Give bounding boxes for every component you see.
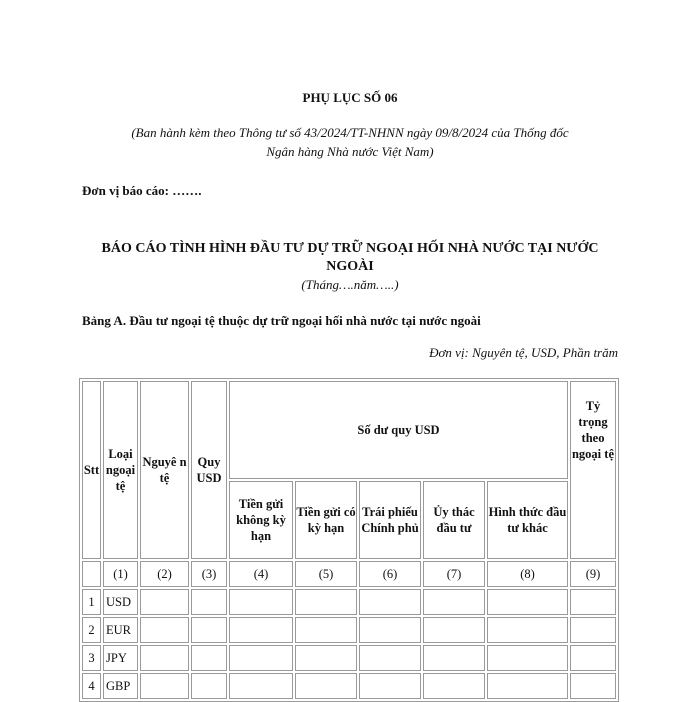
table-cell	[570, 617, 616, 643]
report-period: (Tháng….năm…..)	[301, 277, 399, 292]
table-cell	[229, 645, 293, 671]
row-stt: 3	[82, 645, 101, 671]
table-row	[82, 673, 616, 699]
table-row	[82, 617, 616, 643]
table-cell	[359, 589, 421, 615]
header-share	[570, 381, 616, 559]
table-unit: Đơn vị: Nguyên tệ, USD, Phần trăm	[429, 345, 618, 360]
row-stt: 1	[82, 589, 101, 615]
table-cell	[487, 673, 568, 699]
table-cell	[191, 645, 227, 671]
column-number: (3)	[191, 561, 227, 587]
reporting-unit	[82, 183, 202, 199]
table-cell	[570, 645, 616, 671]
row-currency: JPY	[103, 645, 138, 671]
header-original-currency: Nguyê n tệ	[140, 381, 189, 559]
issuance-note	[80, 123, 620, 161]
table-cell	[359, 617, 421, 643]
table-cell	[229, 617, 293, 643]
table-cell	[487, 645, 568, 671]
table-cell	[487, 589, 568, 615]
row-currency: USD	[103, 589, 138, 615]
report-title	[80, 240, 620, 276]
table-cell	[140, 645, 189, 671]
column-number: (9)	[570, 561, 616, 587]
column-number: (8)	[487, 561, 568, 587]
column-number-blank	[82, 561, 101, 587]
table-cell	[570, 673, 616, 699]
row-stt: 4	[82, 673, 101, 699]
report-title-line-2: NGOÀI	[326, 259, 374, 274]
header-gov-bonds: Trái phiếu Chính phủ	[359, 481, 421, 559]
header-usd-balance: Số dư quy USD	[229, 381, 568, 479]
table-cell	[359, 673, 421, 699]
reporting-unit-label: Đơn vị báo cáo:	[82, 183, 170, 198]
table-caption: Bảng A. Đầu tư ngoại tệ thuộc dự trữ ngoại hối nhà nước tại nước ngoài	[82, 313, 481, 328]
table-cell	[423, 645, 485, 671]
investment-table	[79, 378, 619, 702]
table-cell	[229, 673, 293, 699]
header-currency-type: Loại ngoại tệ	[103, 381, 138, 559]
table-cell	[423, 673, 485, 699]
header-demand-deposit: Tiền gửi không kỳ hạn	[229, 481, 293, 559]
header-share-text: Tỷ trọng theo ngoại tệ	[571, 399, 614, 461]
table-cell	[191, 673, 227, 699]
row-stt: 2	[82, 617, 101, 643]
table-cell	[191, 617, 227, 643]
table-row	[82, 645, 616, 671]
column-number: (1)	[103, 561, 138, 587]
table-cell	[423, 589, 485, 615]
table-cell	[423, 617, 485, 643]
row-currency: GBP	[103, 673, 138, 699]
table-cell	[295, 617, 357, 643]
issuance-note-line-2: Ngân hàng Nhà nước Việt Nam)	[266, 144, 434, 159]
report-title-line-1: BÁO CÁO TÌNH HÌNH ĐẦU TƯ DỰ TRỮ NGOẠI HỐI NHÀ NƯỚC TẠI NƯỚC	[101, 241, 599, 256]
appendix-title: PHỤ LỤC SỐ 06	[302, 90, 398, 105]
table-cell	[140, 589, 189, 615]
header-term-deposit: Tiền gửi có kỳ hạn	[295, 481, 357, 559]
column-number: (4)	[229, 561, 293, 587]
table-cell	[570, 589, 616, 615]
table-cell	[487, 617, 568, 643]
table-cell	[140, 673, 189, 699]
column-number: (6)	[359, 561, 421, 587]
column-number: (7)	[423, 561, 485, 587]
table-cell	[359, 645, 421, 671]
issuance-note-line-1: (Ban hành kèm theo Thông tư số 43/2024/TT-NHNN ngày 09/8/2024 của Thống đốc	[131, 125, 569, 140]
column-number: (5)	[295, 561, 357, 587]
column-number: (2)	[140, 561, 189, 587]
row-currency: EUR	[103, 617, 138, 643]
table-cell	[140, 617, 189, 643]
header-row-1	[82, 381, 616, 479]
header-trust: Ủy thác đầu tư	[423, 481, 485, 559]
table-cell	[295, 673, 357, 699]
table-cell	[229, 589, 293, 615]
table-row	[82, 589, 616, 615]
header-stt: Stt	[82, 381, 101, 559]
header-usd-equivalent: Quy USD	[191, 381, 227, 559]
table-cell	[295, 589, 357, 615]
table-cell	[191, 589, 227, 615]
column-number-row	[82, 561, 616, 587]
header-other: Hình thức đầu tư khác	[487, 481, 568, 559]
reporting-unit-value: …….	[172, 183, 202, 198]
table-cell	[295, 645, 357, 671]
